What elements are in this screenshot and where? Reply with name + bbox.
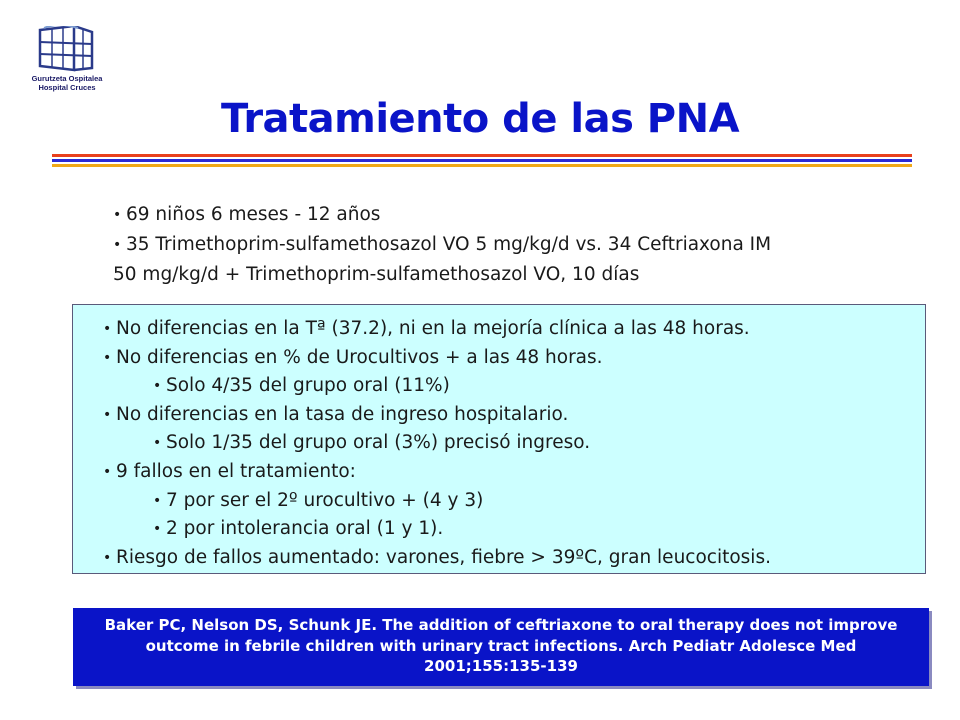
result-subtext: Solo 1/35 del grupo oral (3%) precisó ingreso.: [166, 432, 591, 454]
result-subtext: Solo 4/35 del grupo oral (11%): [166, 375, 450, 397]
result-text: No diferencias en la Tª (37.2), ni en la mejoría clínica a las 48 horas.: [116, 318, 750, 339]
hospital-building-icon: [34, 26, 98, 72]
bullet-icon: •: [113, 237, 122, 253]
stripe-blue: [52, 159, 912, 162]
logo-line-1: Gurutzeta Ospitalea: [31, 74, 103, 83]
intro-bullet-2: [113, 230, 913, 260]
intro-bullet-1: [113, 200, 913, 230]
bullet-icon: •: [103, 549, 112, 566]
bullet-icon: •: [153, 521, 162, 538]
hospital-logo: [22, 26, 112, 96]
result-subtext: 7 por ser el 2º urocultivo + (4 y 3): [166, 489, 484, 511]
intro-bullet-2-continuation: 50 mg/kg/d + Trimethoprim-sulfamethosazol VO, 10 días: [113, 264, 640, 285]
bullet-icon: •: [153, 378, 162, 395]
stripe-red: [52, 154, 912, 157]
result-text: 9 fallos en el tratamiento:: [116, 460, 356, 482]
slide-title: Tratamiento de las PNA: [220, 96, 740, 142]
stripe-orange: [52, 164, 912, 167]
result-subitem: [103, 515, 925, 544]
result-text: Riesgo de fallos aumentado: varones, fiebre > 39ºC, gran leucocitosis.: [116, 546, 771, 568]
result-subitem: [103, 429, 925, 458]
bullet-icon: •: [103, 349, 112, 366]
result-item: [103, 344, 925, 373]
bullet-icon: •: [103, 406, 112, 423]
reference-citation: Baker PC, Nelson DS, Schunk JE. The addition of ceftriaxone to oral therapy does not improve outcome in febrile children with urinary tract infections. Arch Pediatr Adolesce Med 2001;155:135-139: [73, 608, 929, 686]
result-item: [103, 315, 925, 344]
results-box: [72, 304, 926, 574]
decorative-stripes: [52, 154, 912, 169]
result-item: [103, 458, 925, 487]
result-subitem: [103, 372, 925, 401]
result-subtext: 2 por intolerancia oral (1 y 1).: [166, 518, 444, 540]
logo-line-2: Hospital Cruces: [38, 83, 96, 92]
intro-bullet-2-line-1: 35 Trimethoprim-sulfamethosazol VO 5 mg/kg/d vs. 34 Ceftriaxona IM: [126, 234, 772, 255]
logo-caption: [22, 74, 112, 92]
bullet-icon: •: [113, 207, 122, 223]
bullet-icon: •: [103, 321, 112, 337]
result-item: [103, 544, 925, 573]
bullet-icon: •: [153, 435, 162, 452]
study-summary: [113, 200, 913, 289]
result-text: No diferencias en % de Urocultivos + a las 48 horas.: [116, 346, 603, 368]
result-item: [103, 401, 925, 430]
result-text: No diferencias en la tasa de ingreso hospitalario.: [116, 403, 569, 425]
bullet-icon: •: [103, 463, 112, 480]
bullet-icon: •: [153, 492, 162, 509]
intro-bullet-1-text: 69 niños 6 meses - 12 años: [126, 204, 381, 225]
result-subitem: [103, 487, 925, 516]
